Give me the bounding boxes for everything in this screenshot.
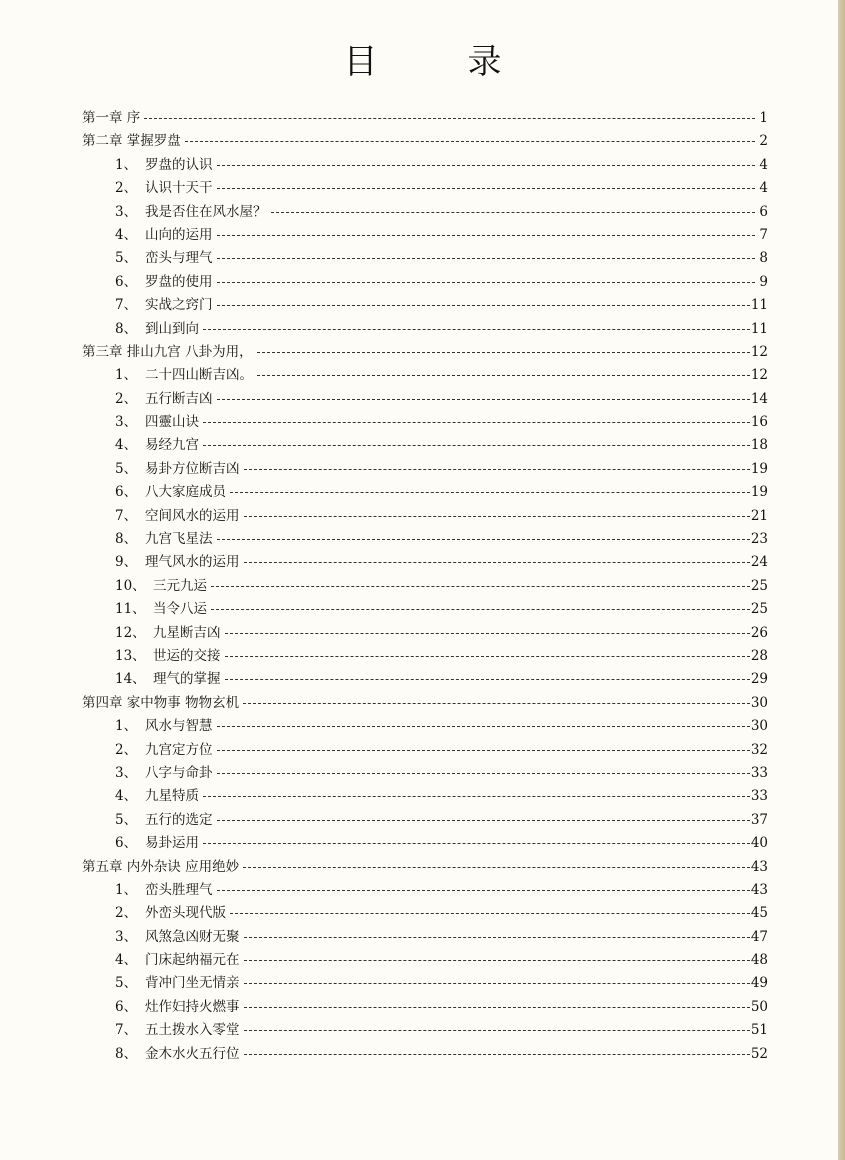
toc-entry-number: 2、 — [115, 390, 138, 407]
toc-section-entry[interactable] — [82, 901, 768, 924]
toc-entry-label: 世运的交接 — [153, 647, 221, 664]
toc-entry-page-number: 4 — [759, 156, 768, 173]
toc-entry-label: 风水与智慧 — [145, 718, 213, 735]
toc-entry-number: 1、 — [115, 881, 138, 898]
dotted-leader — [217, 890, 750, 891]
toc-entry-number: 5、 — [115, 975, 138, 992]
toc-section-entry[interactable] — [82, 480, 768, 503]
dotted-leader — [211, 609, 750, 610]
toc-section-entry[interactable] — [82, 270, 768, 293]
toc-section-entry[interactable] — [82, 925, 768, 948]
toc-section-entry[interactable] — [82, 176, 768, 199]
toc-chapter-entry[interactable] — [82, 129, 768, 152]
toc-entry-number: 4、 — [115, 788, 138, 805]
toc-entry-number: 1、 — [115, 718, 138, 735]
toc-entry-label: 到山到向 — [145, 320, 199, 337]
toc-entry-number: 8、 — [115, 320, 138, 337]
toc-entry-label: 认识十天干 — [145, 180, 213, 197]
dotted-leader — [244, 516, 750, 517]
toc-section-entry[interactable] — [82, 410, 768, 433]
toc-section-entry[interactable] — [82, 153, 768, 176]
dotted-leader — [244, 1054, 750, 1055]
toc-entry-page-number: 19 — [750, 484, 768, 501]
dotted-leader — [217, 399, 750, 400]
toc-entry-page-number: 33 — [750, 788, 768, 805]
toc-entry-number: 10、 — [115, 577, 146, 594]
toc-entry-page-number: 48 — [750, 952, 768, 969]
page-title: 目 录 — [343, 42, 530, 82]
toc-entry-label: 理气风水的运用 — [145, 554, 240, 571]
toc-entry-page-number: 12 — [750, 343, 768, 360]
toc-entry-number: 7、 — [115, 1022, 138, 1039]
toc-entry-page-number: 9 — [759, 273, 768, 290]
dotted-leader — [217, 165, 756, 166]
toc-entry-number: 6、 — [115, 998, 138, 1015]
toc-section-entry[interactable] — [82, 433, 768, 456]
toc-entry-page-number: 7 — [759, 226, 768, 243]
toc-section-entry[interactable] — [82, 878, 768, 901]
dotted-leader — [203, 422, 750, 423]
toc-entry-page-number: 33 — [750, 764, 768, 781]
toc-entry-number: 8、 — [115, 531, 138, 548]
toc-chapter-entry[interactable] — [82, 106, 768, 129]
toc-entry-number: 5、 — [115, 811, 138, 828]
toc-entry-label: 风煞急凶财无聚 — [145, 928, 240, 945]
toc-section-entry[interactable] — [82, 808, 768, 831]
dotted-leader — [244, 937, 750, 938]
dotted-leader — [225, 656, 750, 657]
dotted-leader — [271, 212, 756, 213]
toc-section-entry[interactable] — [82, 1042, 768, 1065]
toc-entry-page-number: 2 — [759, 133, 768, 150]
toc-entry-page-number: 24 — [750, 554, 768, 571]
toc-section-entry[interactable] — [82, 504, 768, 527]
toc-entry-label: 第一章 序 — [82, 110, 141, 126]
toc-section-entry[interactable] — [82, 387, 768, 410]
toc-entry-label: 峦头胜理气 — [145, 881, 213, 898]
toc-entry-page-number: 45 — [750, 905, 768, 922]
dotted-leader — [217, 258, 756, 259]
toc-entry-page-number: 14 — [750, 390, 768, 407]
toc-entry-number: 8、 — [115, 1045, 138, 1062]
toc-entry-label: 八大家庭成员 — [145, 484, 226, 501]
toc-entry-page-number: 11 — [750, 320, 768, 337]
toc-entry-page-number: 26 — [750, 624, 768, 641]
toc-entry-number: 9、 — [115, 554, 138, 571]
toc-entry-number: 3、 — [115, 203, 138, 220]
toc-section-entry[interactable] — [82, 363, 768, 386]
toc-entry-label: 第三章 排山九宫 八卦为用， — [82, 343, 253, 360]
toc-entry-label: 第二章 掌握罗盘 — [82, 133, 181, 150]
toc-entry-label: 背冲门坐无情亲 — [145, 975, 240, 992]
dotted-leader — [225, 679, 750, 680]
toc-entry-label: 理气的掌握 — [153, 671, 221, 688]
toc-entry-number: 7、 — [115, 297, 138, 314]
toc-entry-page-number: 43 — [750, 881, 768, 898]
toc-entry-number: 6、 — [115, 835, 138, 852]
toc-section-entry[interactable] — [82, 831, 768, 854]
dotted-leader — [230, 913, 750, 914]
toc-entry-number: 4、 — [115, 437, 138, 454]
toc-section-entry[interactable] — [82, 761, 768, 784]
toc-entry-label: 峦头与理气 — [145, 250, 213, 267]
toc-entry-label: 易经九宫 — [145, 437, 199, 454]
toc-entry-page-number: 25 — [750, 601, 768, 618]
toc-entry-page-number: 11 — [750, 297, 768, 314]
toc-entry-label: 第五章 内外杂诀 应用绝妙 — [82, 858, 240, 875]
toc-entry-page-number: 16 — [750, 414, 768, 431]
toc-entry-label: 实战之窍门 — [145, 297, 213, 314]
dotted-leader — [257, 375, 750, 376]
toc-entry-label: 九宫飞星法 — [145, 531, 213, 548]
dotted-leader — [217, 282, 756, 283]
dotted-leader — [203, 796, 750, 797]
toc-entry-label: 九星特质 — [145, 788, 199, 805]
toc-section-entry[interactable] — [82, 574, 768, 597]
toc-entry-label: 外峦头现代版 — [145, 905, 226, 922]
toc-entry-page-number: 12 — [750, 367, 768, 384]
toc-entry-number: 14、 — [115, 671, 146, 688]
toc-section-entry[interactable] — [82, 597, 768, 620]
toc-entry-number: 7、 — [115, 507, 138, 524]
toc-section-entry[interactable] — [82, 527, 768, 550]
dotted-leader — [243, 703, 750, 704]
dotted-leader — [244, 960, 750, 961]
dotted-leader — [217, 305, 750, 306]
toc-entry-label: 易卦运用 — [145, 835, 199, 852]
toc-entry-label: 罗盘的认识 — [145, 156, 213, 173]
toc-section-entry[interactable] — [82, 738, 768, 761]
toc-entry-page-number: 8 — [759, 250, 768, 267]
toc-entry-page-number: 29 — [750, 671, 768, 688]
toc-section-entry[interactable] — [82, 317, 768, 340]
dotted-leader — [185, 141, 755, 142]
toc-section-entry[interactable] — [82, 200, 768, 223]
toc-section-entry[interactable] — [82, 667, 768, 690]
toc-entry-label: 我是否住在风水屋？ — [145, 203, 267, 220]
dotted-leader — [244, 1007, 750, 1008]
toc-section-entry[interactable] — [82, 948, 768, 971]
dotted-leader — [217, 539, 750, 540]
dotted-leader — [217, 820, 750, 821]
toc-entry-label: 空间风水的运用 — [145, 507, 240, 524]
toc-entry-page-number: 52 — [750, 1045, 768, 1062]
toc-entry-page-number: 25 — [750, 577, 768, 594]
toc-section-entry[interactable] — [82, 644, 768, 667]
table-of-contents — [82, 106, 768, 1065]
toc-entry-label: 金木水火五行位 — [145, 1045, 240, 1062]
toc-entry-label: 五行的选定 — [145, 811, 213, 828]
toc-entry-page-number: 51 — [750, 1022, 768, 1039]
toc-entry-number: 11、 — [115, 601, 146, 618]
toc-entry-number: 4、 — [115, 226, 138, 243]
dotted-leader — [244, 469, 750, 470]
dotted-leader — [244, 1030, 750, 1031]
dotted-leader — [230, 492, 750, 493]
toc-section-entry[interactable] — [82, 1018, 768, 1041]
page-edge — [838, 0, 845, 1160]
dotted-leader — [217, 750, 750, 751]
toc-section-entry[interactable] — [82, 550, 768, 573]
toc-entry-number: 3、 — [115, 414, 138, 431]
toc-entry-label: 八字与命卦 — [145, 764, 213, 781]
toc-entry-page-number: 30 — [750, 694, 768, 711]
dotted-leader — [211, 586, 750, 587]
dotted-leader — [244, 983, 750, 984]
toc-entry-number: 3、 — [115, 928, 138, 945]
toc-entry-page-number: 4 — [759, 180, 768, 197]
toc-entry-label: 山向的运用 — [145, 226, 213, 243]
toc-entry-label: 二十四山断吉凶。 — [145, 367, 253, 384]
dotted-leader — [203, 445, 750, 446]
dotted-leader — [244, 562, 750, 563]
toc-entry-label: 罗盘的使用 — [145, 273, 213, 290]
toc-section-entry[interactable] — [82, 457, 768, 480]
toc-entry-number: 5、 — [115, 460, 138, 477]
dotted-leader — [217, 773, 750, 774]
toc-entry-label: 九星断吉凶 — [153, 624, 221, 641]
toc-section-entry[interactable] — [82, 246, 768, 269]
toc-chapter-entry[interactable] — [82, 340, 768, 363]
toc-entry-label: 三元九运 — [153, 577, 207, 594]
toc-section-entry[interactable] — [82, 223, 768, 246]
toc-entry-page-number: 47 — [750, 928, 768, 945]
toc-entry-number: 2、 — [115, 905, 138, 922]
dotted-leader — [217, 235, 756, 236]
toc-entry-number: 2、 — [115, 741, 138, 758]
toc-entry-label: 五行断吉凶 — [145, 390, 213, 407]
toc-entry-label: 灶作妇持火燃事 — [145, 998, 240, 1015]
toc-entry-number: 3、 — [115, 764, 138, 781]
dotted-leader — [257, 352, 750, 353]
toc-chapter-entry[interactable] — [82, 855, 768, 878]
toc-entry-number: 6、 — [115, 484, 138, 501]
toc-section-entry[interactable] — [82, 995, 768, 1018]
toc-entry-number: 12、 — [115, 624, 146, 641]
toc-entry-page-number: 30 — [750, 718, 768, 735]
dotted-leader — [225, 633, 750, 634]
toc-entry-label: 门床起纳福元在 — [145, 952, 240, 969]
toc-section-entry[interactable] — [82, 293, 768, 316]
toc-entry-label: 五土拨水入零堂 — [145, 1022, 240, 1039]
dotted-leader — [217, 726, 750, 727]
toc-entry-label: 易卦方位断吉凶 — [145, 460, 240, 477]
toc-entry-label: 九宫定方位 — [145, 741, 213, 758]
toc-entry-page-number: 23 — [750, 531, 768, 548]
toc-section-entry[interactable] — [82, 784, 768, 807]
toc-entry-label: 当令八运 — [153, 601, 207, 618]
toc-section-entry[interactable] — [82, 714, 768, 737]
dotted-leader — [203, 843, 750, 844]
toc-entry-label: 四靈山诀 — [145, 414, 199, 431]
toc-entry-page-number: 19 — [750, 460, 768, 477]
toc-entry-page-number: 50 — [750, 998, 768, 1015]
toc-entry-number: 1、 — [115, 367, 138, 384]
toc-chapter-entry[interactable] — [82, 691, 768, 714]
toc-entry-label: 第四章 家中物事 物物玄机 — [82, 694, 240, 711]
toc-section-entry[interactable] — [82, 971, 768, 994]
toc-section-entry[interactable] — [82, 621, 768, 644]
dotted-leader — [203, 329, 750, 330]
toc-entry-page-number: 21 — [750, 507, 768, 524]
toc-entry-number: 1、 — [115, 156, 138, 173]
toc-entry-page-number: 28 — [750, 647, 768, 664]
toc-entry-page-number: 43 — [750, 858, 768, 875]
toc-entry-number: 4、 — [115, 952, 138, 969]
toc-entry-page-number: 18 — [750, 437, 768, 454]
dotted-leader — [144, 118, 755, 119]
toc-entry-number: 13、 — [115, 647, 146, 664]
toc-entry-number: 5、 — [115, 250, 138, 267]
toc-entry-number: 6、 — [115, 273, 138, 290]
toc-entry-page-number: 6 — [759, 203, 768, 220]
toc-entry-number: 2、 — [115, 180, 138, 197]
dotted-leader — [243, 867, 750, 868]
toc-entry-page-number: 37 — [750, 811, 768, 828]
toc-entry-page-number: 32 — [750, 741, 768, 758]
toc-entry-page-number: 40 — [750, 835, 768, 852]
dotted-leader — [217, 188, 756, 189]
toc-entry-page-number: 49 — [750, 975, 768, 992]
toc-entry-page-number: 1 — [759, 110, 768, 126]
